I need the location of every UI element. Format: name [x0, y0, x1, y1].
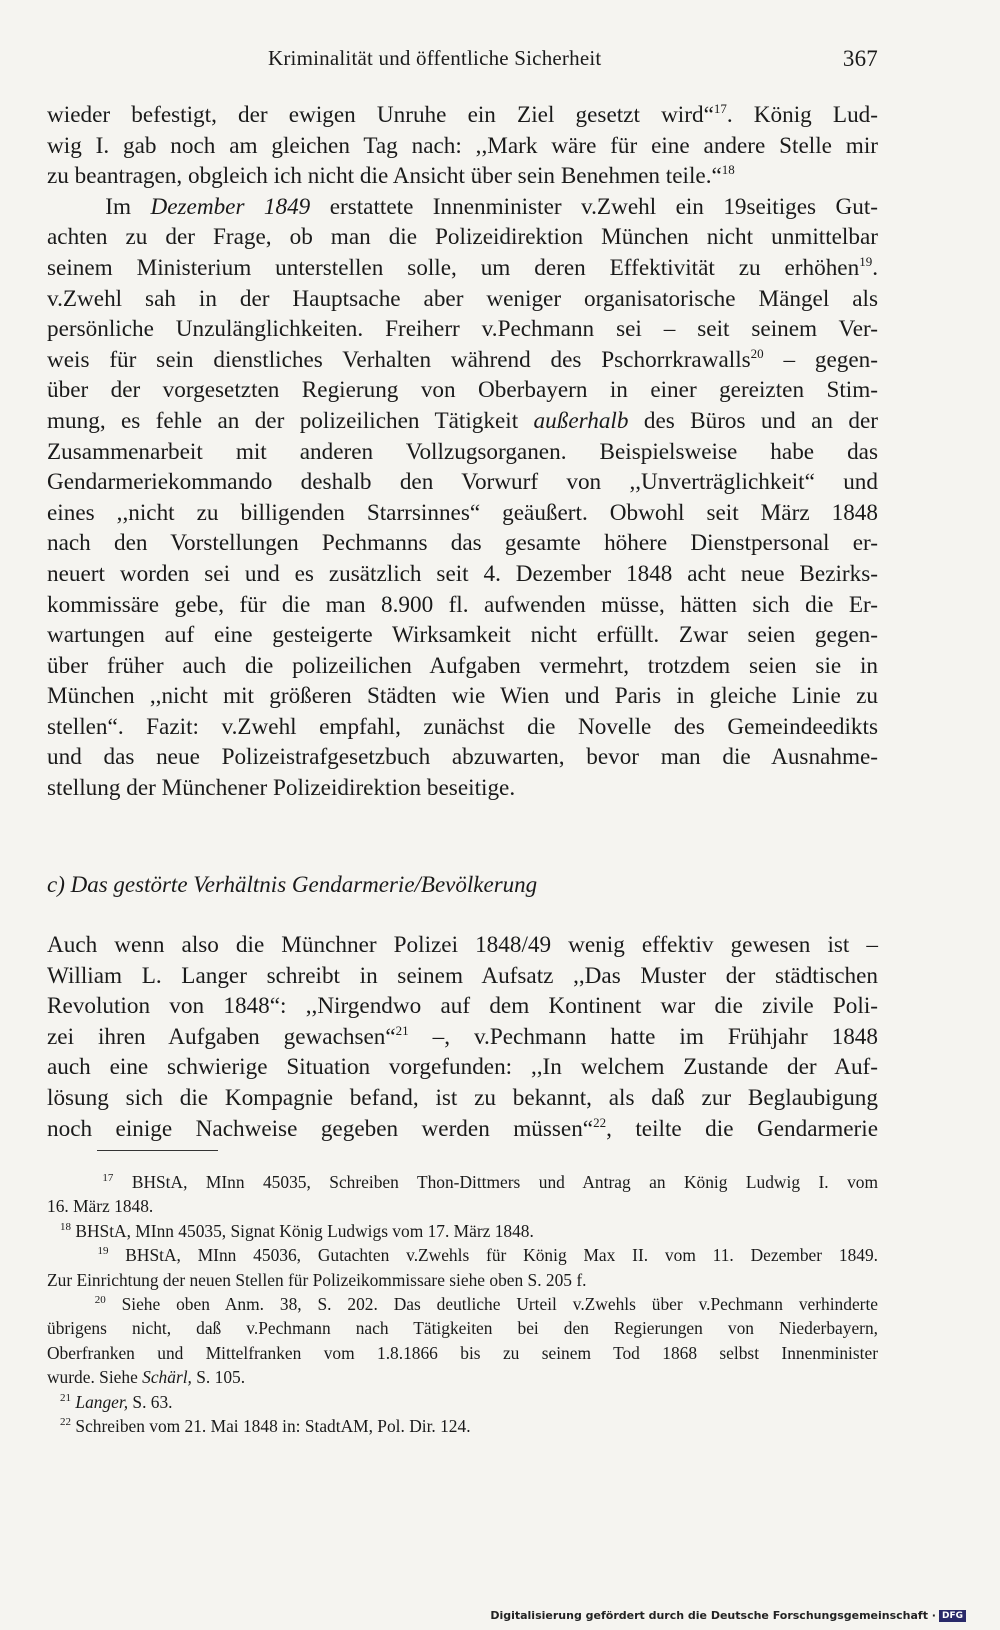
text-line: eines ,,nicht zu billigenden Starrsinnes“ geäußert. Obwohl seit März 1848: [47, 499, 878, 526]
emphasis: außerhalb: [533, 407, 629, 434]
text-line: über früher auch die polizeilichen Aufgaben vermehrt, trotzdem seien sie in: [47, 652, 878, 679]
text-line: zu beantragen, obgleich ich nicht die Ansicht über sein Benehmen teile.“$^{18}$: [47, 162, 735, 190]
text-line: zei ihren Aufgaben gewachsen“$^{21}$ –, v.Pechmann hatte im Frühjahr 1848: [47, 1022, 878, 1050]
text-line: wig I. gab noch am gleichen Tag nach: ,,Mark wäre für eine andere Stelle mir: [47, 132, 878, 159]
running-head-title: Kriminalität und öffentliche Sicherheit: [268, 46, 602, 70]
text-line: auch eine schwierige Situation vorgefunden: ,,In welchem Zustande der Auf-: [47, 1054, 878, 1081]
text-line: seinem Ministerium unterstellen solle, um deren Effektivität zu erhöhen$^{19}$.: [47, 253, 878, 281]
text-line: mung, es fehle an der polizeilichen Tätigkeit außerhalb des Büros und an der: [47, 407, 878, 434]
page-number: 367: [842, 46, 878, 71]
footnote-ref[interactable]: 19: [859, 253, 873, 269]
footnote-line: Zur Einrichtung der neuen Stellen für Polizeikommissare siehe oben S. 205 f.: [47, 1269, 587, 1290]
text-line: persönliche Unzulänglichkeiten. Freiherr v.Pechmann sei – seit seinem Ver-: [47, 316, 878, 343]
text-line: William L. Langer schreibt in seinem Aufsatz ,,Das Muster der städtischen: [47, 962, 878, 989]
footnotes: [47, 1170, 878, 1438]
body-paragraphs-bottom: [47, 930, 878, 1144]
footnote-separator: [97, 1150, 218, 1151]
body-paragraphs-top: [47, 100, 878, 804]
text-line: v.Zwehl sah in der Hauptsache aber weniger organisatorische Mängel als: [47, 285, 878, 312]
text-line: weis für sein dienstliches Verhalten während des Pschorrkrawalls$^{20}$ – gegen-: [47, 345, 878, 373]
text-line: Auch wenn also die Münchner Polizei 1848/49 wenig effektiv gewesen ist –: [47, 932, 878, 958]
text-line: kommissäre gebe, für die man 8.900 fl. aufwenden müsse, hätten sich die Er-: [47, 591, 878, 618]
footnote-ref[interactable]: 17: [713, 101, 727, 116]
footnote-ref[interactable]: 21: [395, 1022, 409, 1038]
digitization-credit: [490, 1609, 966, 1622]
footnote-line: wurde. Siehe Schärl, S. 105.: [47, 1367, 246, 1388]
text-line: wartungen auf eine gesteigerte Wirksamkeit nicht erfüllt. Zwar seien gegen-: [47, 622, 878, 649]
footnote-21: $^{21}$ Langer, S. 63.: [60, 1391, 173, 1412]
emphasis: Dezember 1849: [150, 193, 311, 220]
footnote-line: Oberfranken und Mittelfranken vom 1.8.1866 bis zu seinem Tod 1868 selbst Innenminister: [47, 1342, 878, 1363]
text-line: und das neue Polizeistrafgesetzbuch abzuwarten, bevor man die Ausnahme-: [47, 744, 878, 771]
text-line: neuert worden sei und es zusätzlich seit 4. Dezember 1848 acht neue Bezirks-: [47, 560, 878, 587]
text-line: lösung sich die Kompagnie befand, ist zu bekannt, als daß zur Beglaubigung: [47, 1084, 878, 1111]
footnote-22: $^{22}$ Schreiben vom 21. Mai 1848 in: StadtAM, Pol. Dir. 124.: [60, 1415, 471, 1436]
text-line: noch einige Nachweise gegeben werden müssen“$^{22}$, teilte die Gendarmerie: [47, 1114, 878, 1142]
text-line: Gendarmeriekommando deshalb den Vorwurf von ,,Unverträglichkeit“ und: [47, 469, 878, 496]
footnote-18: $^{18}$ BHStA, MInn 45035, Signat König Ludwigs vom 17. März 1848.: [60, 1220, 534, 1241]
footnote-line: übrigens nicht, daß v.Pechmann nach Tätigkeiten bei den Regierungen von Niederbayern,: [47, 1318, 878, 1339]
text-line: Zusammenarbeit mit anderen Vollzugsorganen. Beispielsweise habe das: [47, 438, 878, 465]
text-line: Revolution von 1848“: ,,Nirgendwo auf dem Kontinent war die zivile Poli-: [47, 993, 878, 1020]
text-line: wieder befestigt, der ewigen Unruhe ein Ziel gesetzt wird“$^{17}$. König Lud-: [47, 101, 878, 128]
section-heading: c) Das gestörte Verhältnis Gendarmerie/Bevölkerung: [47, 872, 538, 897]
text-line: nach den Vorstellungen Pechmanns das gesamte höhere Dienstpersonal er-: [47, 530, 878, 557]
footnote-ref[interactable]: 22: [593, 1114, 607, 1130]
text-line: München ,,nicht mit größeren Städten wie Wien und Paris in gleiche Linie zu: [47, 683, 878, 710]
credit-text: Digitalisierung gefördert durch die Deutsche Forschungsgemeinschaft ·: [490, 1609, 936, 1622]
footnote-20: $^{20}$ Siehe oben Anm. 38, S. 202. Das deutliche Urteil v.Zwehls über v.Pechmann verhinderte: [94, 1293, 878, 1314]
footnote-ref[interactable]: 18: [721, 162, 735, 178]
footnote-19: $^{19}$ BHStA, MInn 45036, Gutachten v.Zwehls für König Max II. vom 11. Dezember 1849.: [97, 1245, 878, 1266]
text-line: stellung der Münchener Polizeidirektion beseitige.: [47, 775, 516, 802]
footnote-17: $^{17}$ BHStA, MInn 45035, Schreiben Thon-Dittmers und Antrag an König Ludwig I. vom: [102, 1172, 878, 1192]
text-line: über der vorgesetzten Regierung von Oberbayern in einer gereizten Stim-: [47, 377, 878, 404]
footnote-ref[interactable]: 20: [750, 345, 764, 361]
dfg-logo-icon: DFG: [939, 1610, 966, 1622]
text-line: stellen“. Fazit: v.Zwehl empfahl, zunächst die Novelle des Gemeindeedikts: [47, 713, 878, 740]
text-line: achten zu der Frage, ob man die Polizeidirektion München nicht unmittelbar: [47, 224, 878, 251]
text-line: Im Dezember 1849 erstattete Innenminister v.Zwehl ein 19seitiges Gut-: [47, 193, 878, 220]
footnote-line: 16. März 1848.: [47, 1196, 154, 1217]
